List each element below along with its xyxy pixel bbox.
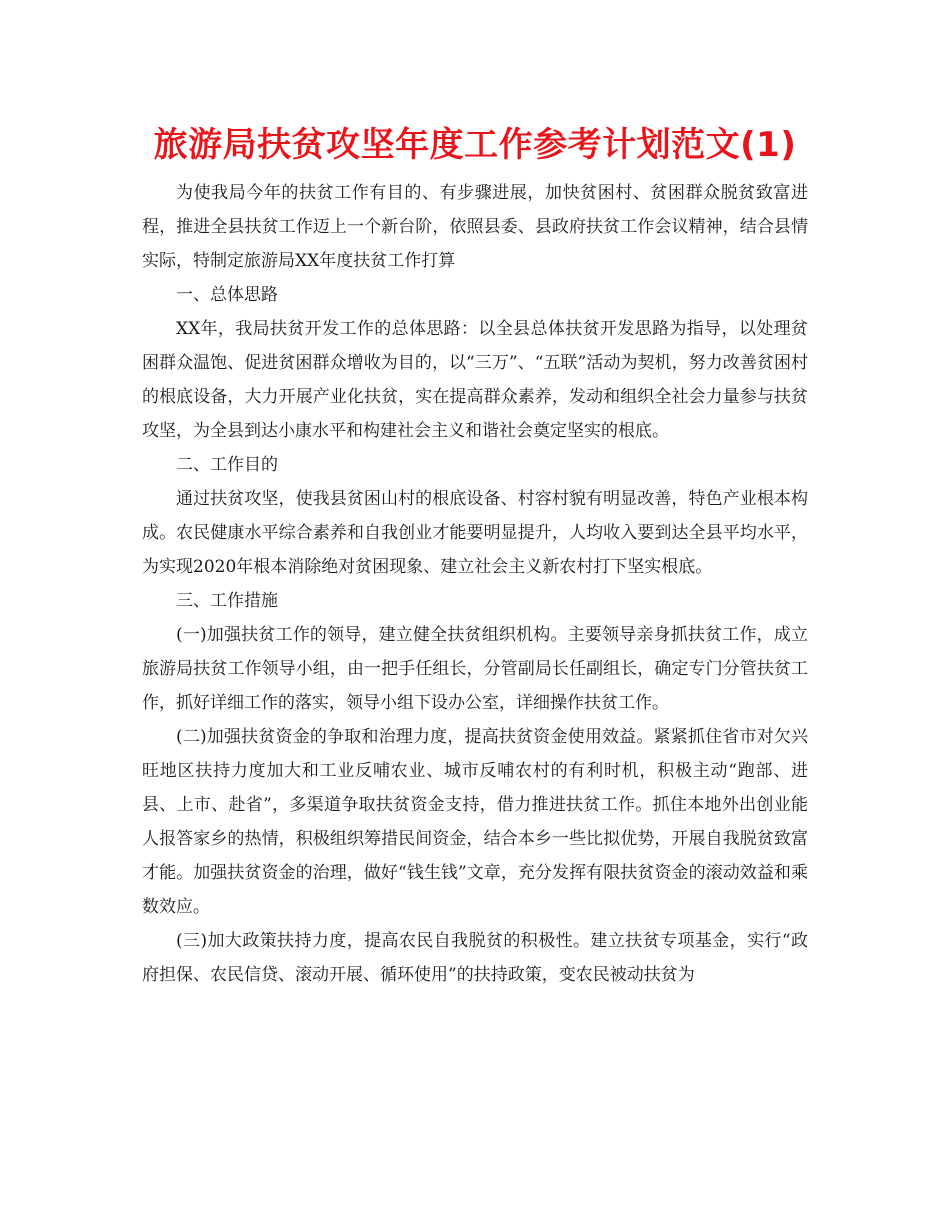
measure-1-paragraph: (一)加强扶贫工作的领导，建立健全扶贫组织机构。主要领导亲身抓扶贫工作，成立旅游局扶贫工作领导小组，由一把手任组长，分管副局长任副组长，确定专门分管扶贫工作，抓好详细工作的落实，领导小组下设办公室，详细操作扶贫工作。 xyxy=(142,625,808,713)
section-heading-work-goals: 二、工作目的 xyxy=(176,455,278,475)
overall-approach-paragraph: XX年，我局扶贫开发工作的总体思路：以全县总体扶贫开发思路为指导，以处理贫困群众温饱、促进贫困群众增收为目的，以“三万”、“五联”活动为契机，努力改善贫困村的根底设备，大力开展产业化扶贫，实在提高群众素养，发动和组织全社会力量参与扶贫攻坚，为全县到达小康水平和构建社会主义和谐社会奠定坚实的根底。 xyxy=(142,319,808,441)
measure-2-paragraph: (二)加强扶贫资金的争取和治理力度，提高扶贫资金使用效益。紧紧抓住省市对欠兴旺地区扶持力度加大和工业反哺农业、城市反哺农村的有利时机，积极主动“跑部、进县、上市、赴省”，多渠道争取扶贫资金支持，借力推进扶贫工作。抓住本地外出创业能人报答家乡的热情，积极组织筹措民间资金，结合本乡一些比拟优势，开展自我脱贫致富才能。加强扶贫资金的治理，做好“钱生钱”文章，充分发挥有限扶贫资金的滚动效益和乘数效应。 xyxy=(142,727,808,917)
intro-paragraph: 为使我局今年的扶贫工作有目的、有步骤进展，加快贫困村、贫困群众脱贫致富进程，推进全县扶贫工作迈上一个新台阶，依照县委、县政府扶贫工作会议精神，结合县情实际，特制定旅游局XX年度扶贫工作打算 xyxy=(142,183,808,271)
document-title: 旅游局扶贫攻坚年度工作参考计划范文(1) xyxy=(153,125,797,165)
section-heading-overall-approach: 一、总体思路 xyxy=(176,285,278,305)
work-goals-paragraph: 通过扶贫攻坚，使我县贫困山村的根底设备、村容村貌有明显改善，特色产业根本构成。农民健康水平综合素养和自我创业才能要明显提升，人均收入要到达全县平均水平，为实现2020年根本消除绝对贫困现象、建立社会主义新农村打下坚实根底。 xyxy=(142,489,808,577)
document-body xyxy=(142,176,808,992)
measure-3-paragraph: (三)加大政策扶持力度，提高农民自我脱贫的积极性。建立扶贫专项基金，实行“政府担保、农民信贷、滚动开展、循环使用”的扶持政策，变农民被动扶贫为 xyxy=(142,931,808,985)
section-heading-work-measures: 三、工作措施 xyxy=(176,591,278,611)
